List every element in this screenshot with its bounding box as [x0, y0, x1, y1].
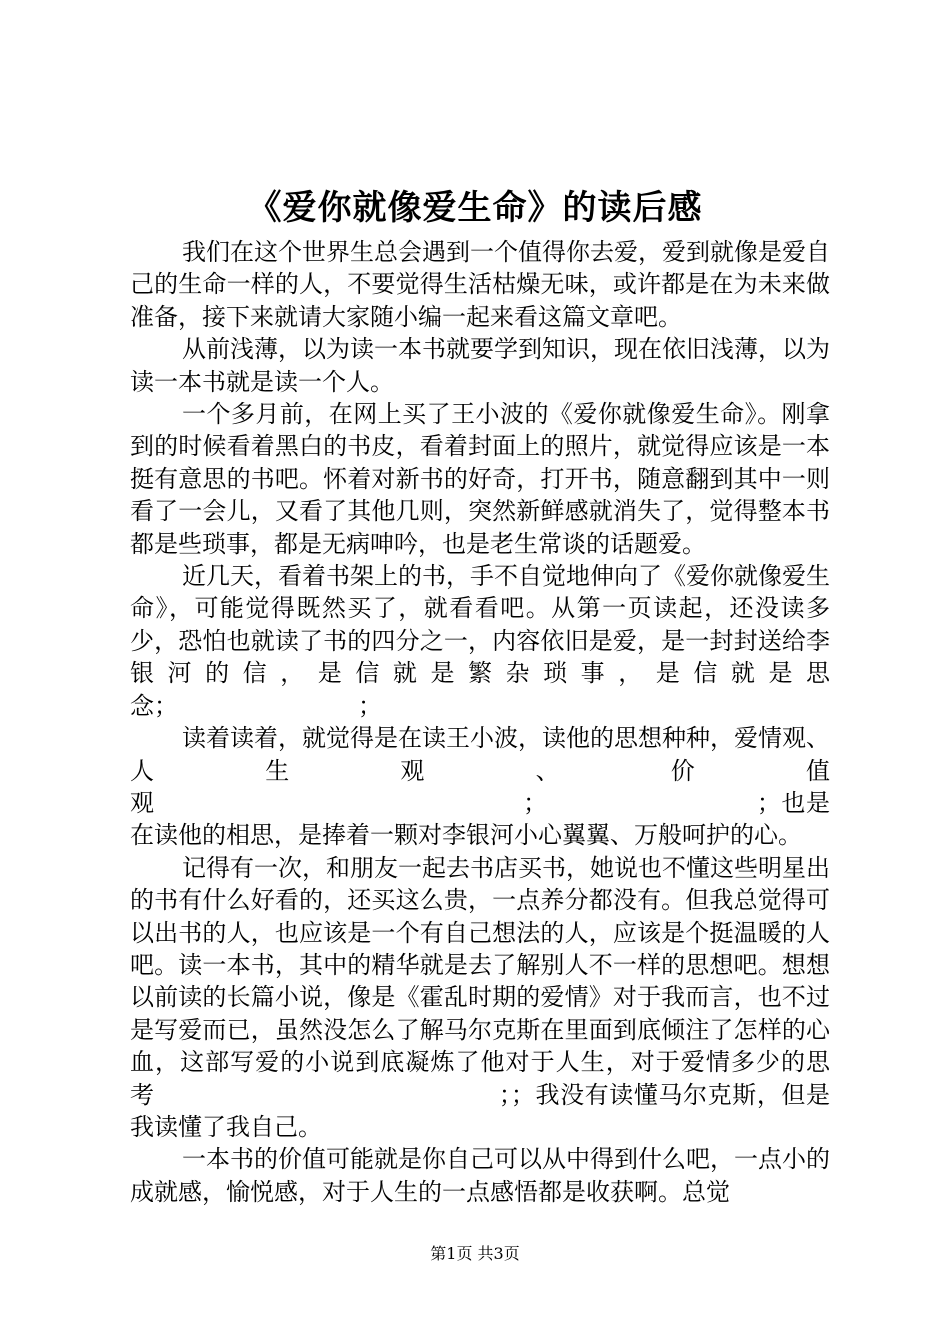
paragraph-intro: 我们在这个世界生总会遇到一个值得你去爱，爱到就像是爱自己的生命一样的人，不要觉得生活枯燥无味，或许都是在为未来做准备，接下来就请大家随小编一起来看这篇文章吧。	[130, 238, 830, 331]
paragraph-bookstore: 记得有一次，和朋友一起去书店买书，她说也不懂这些明星出的书有什么好看的，还买这么贵，一点养分都没有。但我总觉得可以出书的人，也应该是一个有自己想法的人，应该是个挺温暖的人吧。读一本书，其中的精华就是去了解别人不一样的思想吧。想想以前读的长篇小说，像是《霍乱时期的爱情》对于我而言，也不过是写爱而已，虽然没怎么了解马尔克斯在里面到底倾注了怎样的心血，这部写爱的小说到底凝炼了他对于人生，对于爱情多少的思考 ；；我没有读懂马尔克斯，但是我读懂了我自己。	[130, 853, 830, 1141]
paragraph-shallow: 从前浅薄，以为读一本书就要学到知识，现在依旧浅薄，以为读一本书就是读一个人。	[130, 335, 830, 396]
paragraph-recent-days: 近几天，看着书架上的书，手不自觉地伸向了《爱你就像爱生命》，可能觉得既然买了，就看看吧。从第一页读起，还没读多少，恐怕也就读了书的四分之一，内容依旧是爱，是一封封送给李银河的信，是信就是繁杂琐事，是信就是思念； ；	[130, 562, 830, 720]
document-body	[130, 236, 830, 1208]
page-footer: 第1页 共3页	[430, 1244, 520, 1263]
paragraph-purchase: 一个多月前，在网上买了王小波的《爱你就像爱生命》。刚拿到的时候看着黑白的书皮，看着封面上的照片，就觉得应该是一本挺有意思的书吧。怀着对新书的好奇，打开书，随意翻到其中一则看了一会儿，又看了其他几则，突然新鲜感就消失了，觉得整本书都是些琐事，都是无病呻吟，也是老生常谈的话题爱。	[130, 400, 830, 558]
paragraph-value: 一本书的价值可能就是你自己可以从中得到什么吧，一点小的成就感，愉悦感，对于人生的一点感悟都是收获啊。总觉	[130, 1145, 830, 1206]
document-title: 《爱你就像爱生命》的读后感	[247, 188, 703, 228]
paragraph-reading: 读着读着，就觉得是在读王小波，读他的思想种种，爱情观、人生观、价值观 ； ；也是在读他的相思，是捧着一颗对李银河小心翼翼、万般呵护的心。	[130, 724, 830, 850]
